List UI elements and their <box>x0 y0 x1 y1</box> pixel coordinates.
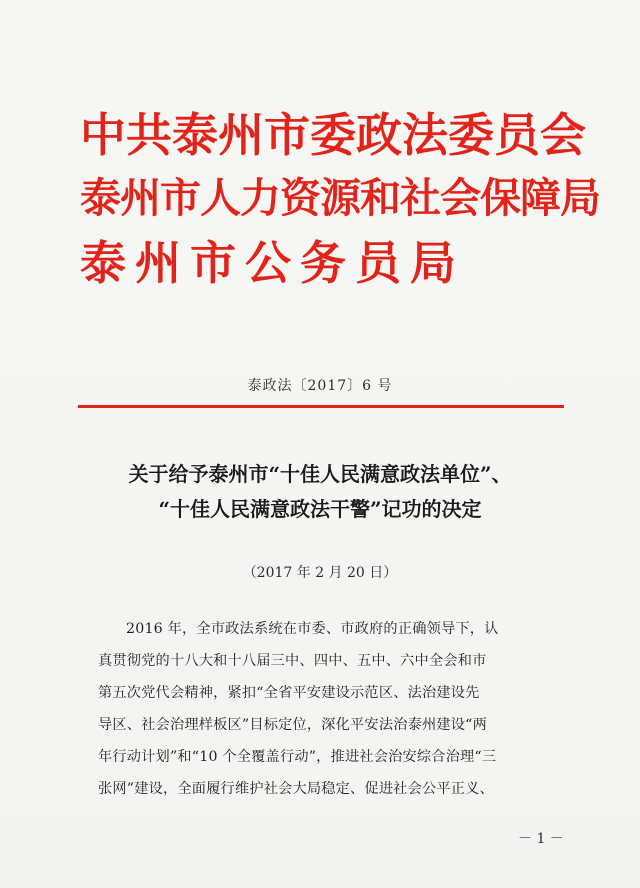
document-title-line-1: 关于给予泰州市“十佳人民满意政法单位”、 <box>128 462 512 486</box>
issuer-line-2: 泰州市人力资源和社会保障局 <box>80 174 600 222</box>
body-line: 2016 年，全市政法系统在市委、市政府的正确领导下，认 <box>126 621 499 637</box>
page-number: － 1 － <box>518 831 564 847</box>
issuer-line-1: 中共泰州市委政法委员会 <box>80 108 586 162</box>
document-number: 泰政法〔2017〕6 号 <box>247 378 393 394</box>
document-date: （2017 年 2 月 20 日） <box>242 565 398 581</box>
body-line: 年行动计划”和“10 个全覆盖行动”，推进社会治安综合治理“三 <box>98 749 497 765</box>
body-line: 导区、社会治理样板区”目标定位，深化平安法治泰州建设“两 <box>98 717 487 733</box>
body-line: 张网”建设，全面履行维护社会大局稳定、促进社会公平正义、 <box>98 781 494 797</box>
body-line: 第五次党代会精神，紧扣“全省平安建设示范区、法治建设先 <box>98 685 480 701</box>
issuer-line-3: 泰州市公务员局 <box>80 236 465 290</box>
red-divider-rule <box>78 405 564 408</box>
body-line: 真贯彻党的十八大和十八届三中、四中、五中、六中全会和市 <box>98 653 487 669</box>
document-title-line-2: “十佳人民满意政法干警”记功的决定 <box>158 497 482 521</box>
